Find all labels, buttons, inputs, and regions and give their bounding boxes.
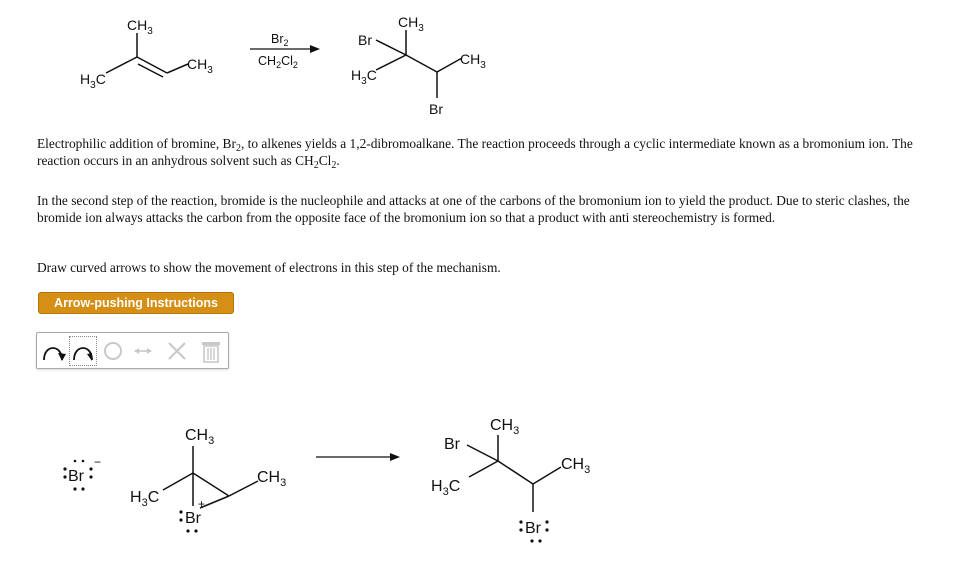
mech-product-h3c-left: $H_3C$ (431, 478, 461, 498)
mech-product-ch3-right: $CH_3$ (561, 456, 591, 476)
delete-icon[interactable] (163, 336, 191, 366)
svg-text:+: + (198, 497, 206, 511)
product-br-bottom: Br (429, 101, 443, 117)
product-molecule (376, 30, 462, 98)
intermediate-bromine[interactable] (179, 497, 205, 533)
svg-text:−: − (94, 455, 102, 469)
single-headed-curved-arrow-icon[interactable] (69, 336, 97, 366)
mech-product-br-bottom[interactable] (519, 520, 548, 543)
intermediate-ch3-right: $CH_3$ (257, 469, 287, 489)
arrow-pushing-instructions-button[interactable]: Arrow-pushing Instructions (38, 292, 234, 314)
drawing-toolbar (36, 332, 229, 369)
svg-text:Br: Br (525, 520, 541, 537)
reactant-ch3-right: $CH_3$ (187, 56, 213, 76)
product-ch3-right: $CH_3$ (460, 51, 486, 71)
resonance-arrow-icon[interactable] (129, 336, 157, 366)
double-headed-curved-arrow-icon[interactable] (39, 336, 67, 366)
intermediate-h3c-left: $H_3C$ (130, 489, 160, 509)
rotate-icon[interactable] (99, 336, 127, 366)
product-ch3-top: $CH_3$ (398, 14, 424, 34)
reagent-br2: $Br_2$ (271, 32, 289, 48)
intro-paragraph: Electrophilic addition of bromine, $Br_2$, to alkenes yields a 1,2-dibromoalkane. The reaction proceeds through a cyclic intermediate known as a bromonium ion. The reaction occurs in an anhydrous solvent such as $CH_2Cl_2$. (37, 136, 913, 171)
mechanism-arrow (316, 453, 400, 461)
reactant-molecule (106, 33, 188, 77)
second-step-paragraph: In the second step of the reaction, bromide is the nucleophile and attacks at one of the carbons of the bromonium ion to yield the product. Due to steric clashes, the bromide ion always attacks the carbon from the opposite face of the bromonium ion so that a product with anti stereochemistry is formed. (37, 193, 910, 225)
product-br-left: Br (358, 32, 372, 48)
svg-text:Br: Br (185, 510, 201, 527)
product-h3c-left: $H_3C$ (351, 67, 377, 87)
trash-icon[interactable] (197, 336, 225, 366)
reactant-ch3-top: $CH_3$ (127, 17, 153, 37)
intermediate-ch3-top: $CH_3$ (185, 427, 215, 447)
reactant-h3c-left: $H_3C$ (80, 71, 106, 91)
mech-product-ch3-top: $CH_3$ (490, 417, 520, 437)
bromonium-intermediate[interactable] (163, 446, 258, 508)
mechanism-product[interactable] (467, 435, 561, 512)
mech-product-br-left: Br (444, 436, 460, 453)
solvent-ch2cl2: $CH_2Cl_2$ (258, 54, 298, 70)
svg-text:Br: Br (68, 468, 84, 485)
bromide-ion[interactable] (63, 455, 101, 491)
task-paragraph: Draw curved arrows to show the movement of electrons in this step of the mechanism. (37, 260, 501, 275)
